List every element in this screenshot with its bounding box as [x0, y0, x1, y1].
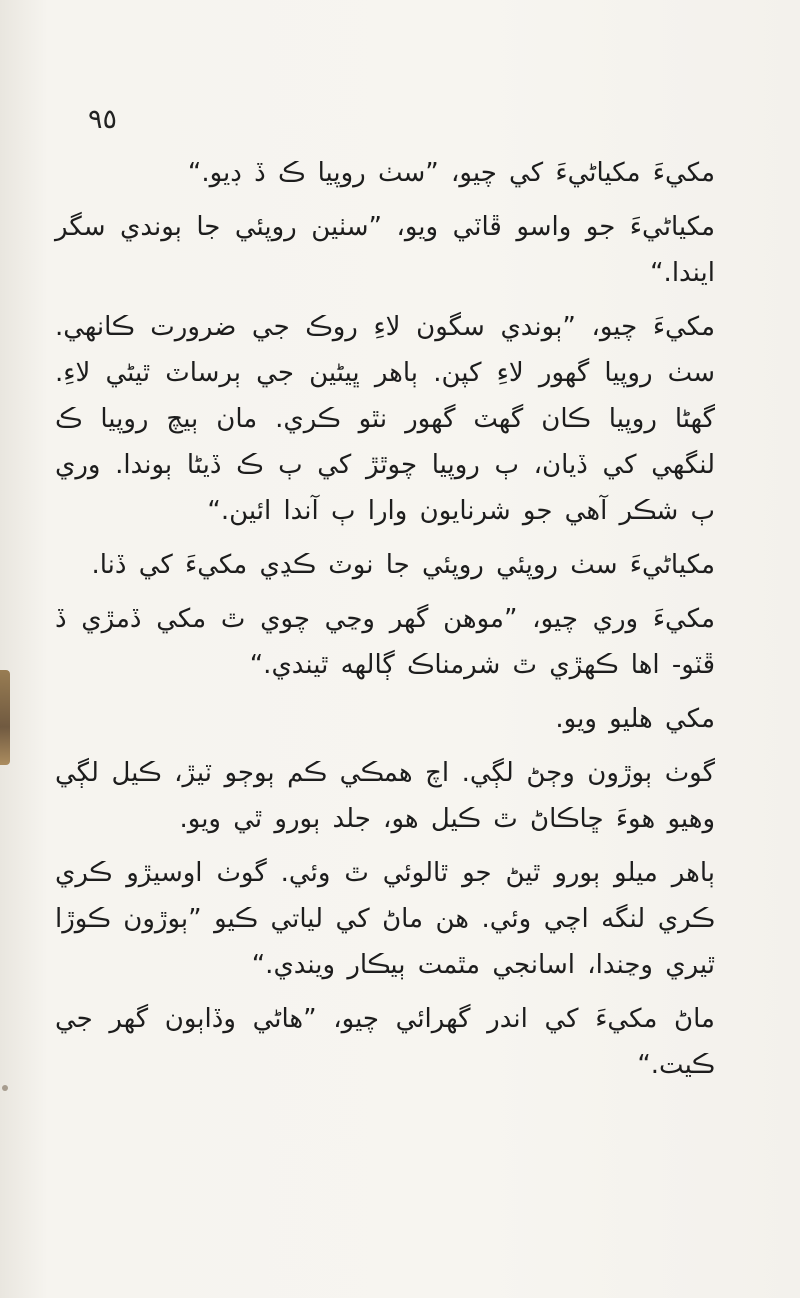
paragraph: مکيءَ چيو، ”ٻوندي سگون لاءِ روڪ جي ضرورت ڪانهي. سٺ روپيا گهور لاءِ کپن. ٻاهر ڀيڻين جي ٻرساٽ ٿيڻي لاءِ. گهڻا روپيا ڪان گهٽ گهور نٿو ڪري. مان ٻيچ روپيا ڪ لنگهي کي ڏيان، ٻ روپيا چوٿڙ کي ٻ ڪ ڏيڻا ٻوندا. وري ٻ شڪر آهي جو شرنايون وارا ٻ آندا ائين.“ [55, 312, 715, 526]
paragraph: گوٺ ٻوڙون وڄڻ لڳي. اچ همڪي ڪم ٻوڄو ٽيڙ، ڪيل لڳي وهيو هوءَ ڇاڪاڻ ٿ ڪيل هو، جلد ٻورو ٿي ويو. [55, 758, 715, 834]
paragraph: مکي هليو ويو. [555, 704, 715, 734]
body-text [55, 150, 745, 1088]
paragraph: مکياڻيءَ سٺ روپئي روپئي جا نوٽ ڪڍي مکيءَ کي ڏنا. [91, 550, 715, 580]
paragraph: مکيءَ وري چيو، ”موهن گهر وڃي چوي ٿ مکي ڏمڙي ڏ ڦٽو- اها ڪهڙي ٿ شرمناڪ ڳالهه ٿيندي.“ [55, 604, 715, 680]
paragraph: مکيءَ مکياڻيءَ کي چيو، ”سٺ روپيا ڪ ڏ ڊيو.“ [187, 158, 715, 188]
paragraph: ٻاهر ميلو ٻورو ٿيڻ جو ٿالوئي ٿ وئي. گوٺ اوسيڙو ڪري ڪري لنگه اچي وئي. هن ماڻ کي لياتي ڪيو ”ٻوڙون ڪوڙا ٿيري وڃندا، اسانجي مٿمت ٻيڪار ويندي.“ [55, 858, 715, 980]
paragraph: مکياڻيءَ جو واسو ڦاٽي ويو، ”سٺين روپئي جا ٻوندي سگر ايندا.“ [55, 212, 715, 288]
page-number: ٩٥ [88, 104, 118, 135]
paragraph: ماڻ مکيءَ کي اندر گهرائي چيو، ”هاڻي وڏاٻون گهر جي ڪيت.“ [55, 1004, 715, 1080]
page-spot [2, 1085, 8, 1091]
page-edge-stain [0, 670, 10, 765]
